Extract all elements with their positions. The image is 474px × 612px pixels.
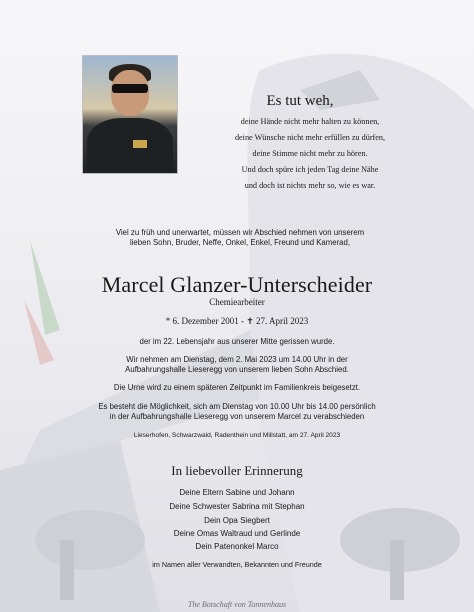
deceased-name: Marcel Glanzer-Unterscheider <box>101 272 373 297</box>
portrait-photo <box>82 55 178 174</box>
mourner-line: Deine Eltern Sabine und Johann <box>179 488 295 497</box>
mourner-line: Dein Patenonkel Marco <box>195 542 279 551</box>
sunglasses-icon <box>112 84 148 93</box>
poem-line: Und doch spüre ich jeden Tag deine Nähe <box>241 165 379 174</box>
poem-title: Es tut weh, <box>266 93 334 109</box>
mourner-line: Deine Omas Waltraud und Gerlinde <box>173 529 301 538</box>
mourner-line: Deine Schwester Sabrina mit Stephan <box>169 502 305 511</box>
body-paragraph: Aufbahrungshalle Lieseregg von unserem lieben Sohn Abschied. <box>125 365 349 374</box>
body-paragraph: Es besteht die Möglichkeit, sich am Dienstag von 10.00 Uhr bis 14.00 persönlich <box>98 402 376 411</box>
body-paragraph: Wir nehmen am Dienstag, dem 2. Mai 2023 um 14.00 Uhr in der <box>126 355 348 364</box>
mourner-line: Dein Opa Siegbert <box>204 516 270 525</box>
intro-line: lieben Sohn, Bruder, Neffe, Onkel, Enkel, Freund und Kamerad, <box>129 238 351 247</box>
body-paragraph: in der Aufbahrungshalle Lieseregg von unserem Marcel zu verabschieden <box>109 412 365 421</box>
body-paragraph: Die Urne wird zu einem späteren Zeitpunkt im Familienkreis beigesetzt. <box>113 383 361 392</box>
place-and-date: Lieserhofen, Schwarzwald, Radenthein und Millstatt, am 27. April 2023 <box>133 432 341 439</box>
intro-line: Viel zu früh und unerwartet, müssen wir Abschied nehmen von unserem <box>115 228 365 237</box>
poem-line: deine Wünsche nicht mehr erfüllen zu dürfen, <box>234 133 386 142</box>
life-dates: * 6. Dezember 2001 - ✝ 27. April 2023 <box>165 316 309 326</box>
occupation: Chemiearbeiter <box>209 297 265 307</box>
memory-heading: In liebevoller Erinnerung <box>171 463 303 478</box>
footer-note: im Namen aller Verwandten, Bekannten und Freunde <box>152 560 322 569</box>
poem-line: deine Hände nicht mehr halten zu können, <box>240 117 380 126</box>
signature: The Botschaft von Tonnenhaus <box>187 600 287 609</box>
body-paragraph: der im 22. Lebensjahr aus unserer Mitte gerissen wurde. <box>139 337 335 346</box>
poem-line: deine Stimme nicht mehr zu hören. <box>252 149 368 158</box>
poem-line: und doch ist nichts mehr so, wie es war. <box>244 181 376 190</box>
badge-icon <box>133 140 147 148</box>
